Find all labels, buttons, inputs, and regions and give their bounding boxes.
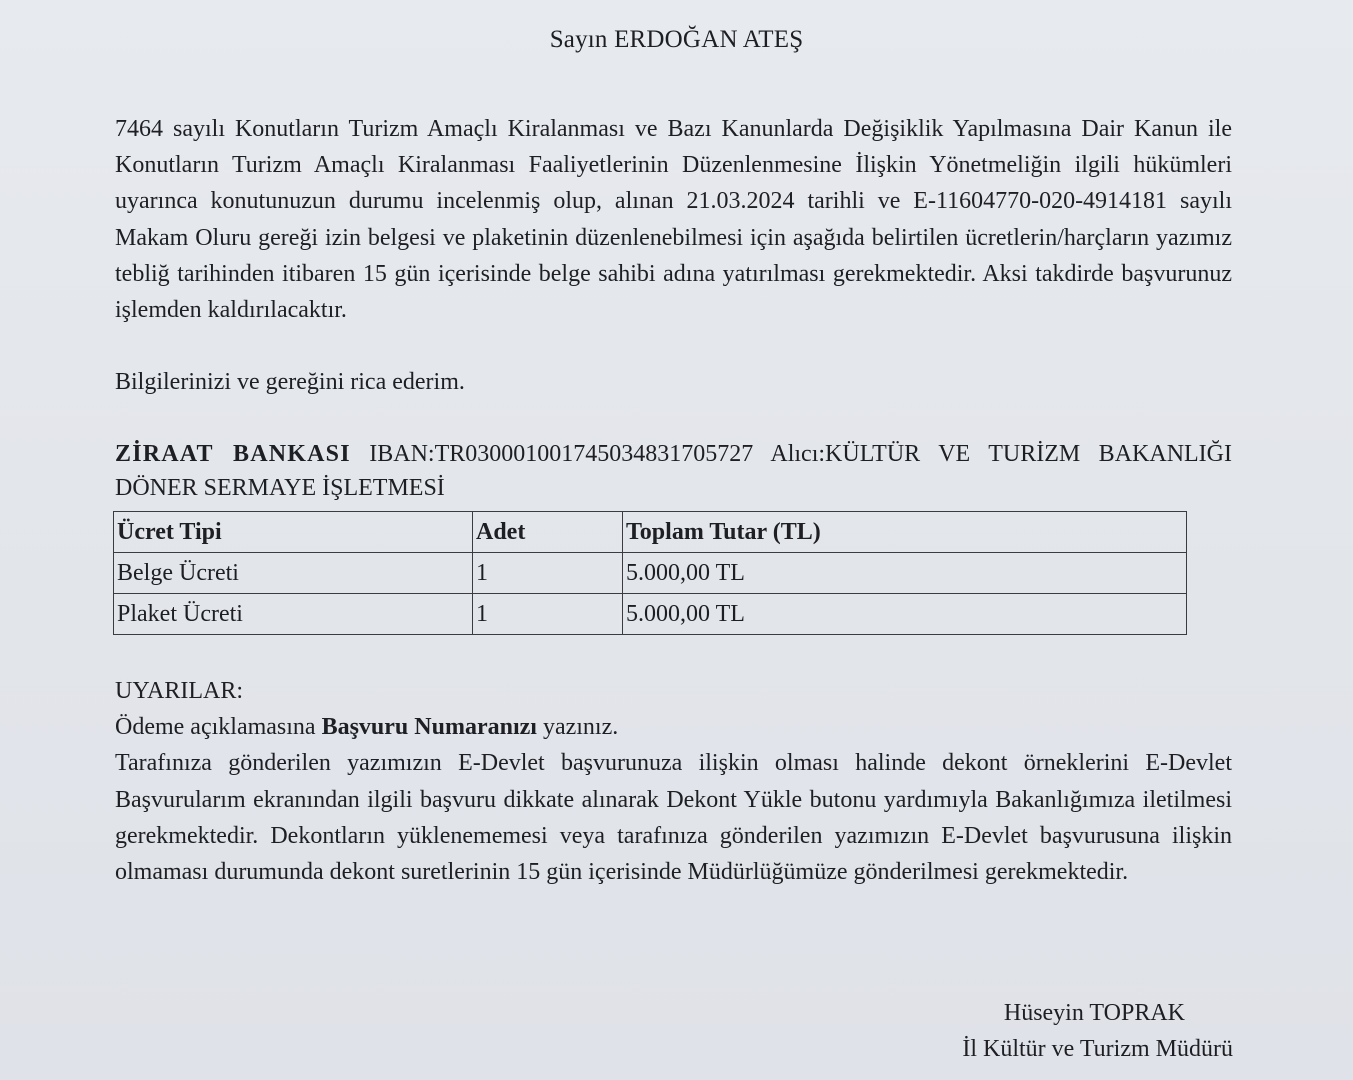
signature-block — [833, 995, 1233, 1067]
table-row — [114, 594, 1187, 635]
header-total-amount: Toplam Tutar (TL) — [623, 512, 1187, 553]
cell-total-amount: 5.000,00 TL — [623, 553, 1187, 594]
bank-name: ZİRAAT BANKASI — [115, 441, 351, 467]
warning-payment-prefix: Ödeme açıklamasına — [115, 714, 316, 741]
bank-recipient: Alıcı:KÜLTÜR VE TURİZM BAKANLIĞI DÖNER SERMAYE İŞLETMESİ — [115, 441, 1232, 501]
warning-payment-suffix: yazınız. — [542, 714, 619, 741]
warning-payment-bold: Başvuru Numaranızı — [321, 714, 537, 741]
cell-quantity: 1 — [473, 594, 623, 635]
closing-paragraph: Bilgilerinizi ve gereğini rica ederim. — [115, 369, 465, 395]
header-quantity: Adet — [473, 512, 623, 553]
signatory-name: Hüseyin TOPRAK — [1003, 1000, 1185, 1026]
cell-fee-type: Belge Ücreti — [114, 553, 473, 594]
cell-fee-type: Plaket Ücreti — [114, 594, 473, 635]
fees-table — [113, 511, 1187, 635]
cell-total-amount: 5.000,00 TL — [623, 594, 1187, 635]
header-fee-type: Ücret Tipi — [114, 512, 473, 553]
bank-details — [115, 437, 1232, 505]
warning-payment-note — [115, 709, 1232, 745]
warnings-title: UYARILAR: — [115, 678, 244, 704]
warning-body: Tarafınıza gönderilen yazımızın E-Devlet başvurunuza ilişkin olması halinde dekont örneklerini E-Devlet Başvurularım ekranından ilgili başvuru dikkate alınarak Dekont Yükle butonu yardımıyla Bakanlığımıza iletilmesi gerekmektedir. Dekontların yüklenememesi veya tarafınıza gönderilen yazımızın E-Devlet başvurusuna ilişkin olmaması durumunda dekont suretlerinin 15 gün içerisinde Müdürlüğümüze gönderilmesi gerekmektedir. — [115, 750, 1232, 886]
signatory-title: İl Kültür ve Turizm Müdürü — [962, 1036, 1233, 1062]
cell-quantity: 1 — [473, 553, 623, 594]
warnings-section — [115, 673, 1232, 890]
main-paragraph: 7464 sayılı Konutların Turizm Amaçlı Kiralanması ve Bazı Kanunlarda Değişiklik Yapılmasına Dair Kanun ile Konutların Turizm Amaçlı Kiralanması Faaliyetlerinin Düzenlenmesine İlişkin Yönetmeliğin ilgili hükümleri uyarınca konutunuzun durumu incelenmiş olup, alınan 21.03.2024 tarihli ve E-11604770-020-4914181 sayılı Makam Oluru gereği izin belgesi ve plaketinin düzenlenebilmesi için aşağıda belirtilen ücretlerin/harçların yazımız tebliğ tarihinden itibaren 15 gün içerisinde belge sahibi adına yatırılması gerekmektedir. Aksi takdirde başvurunuz işlemden kaldırılacaktır. — [115, 116, 1232, 324]
table-header-row — [114, 512, 1187, 553]
table-row — [114, 553, 1187, 594]
bank-iban: IBAN:TR030001001745034831705727 — [369, 441, 754, 467]
salutation: Sayın ERDOĞAN ATEŞ — [549, 26, 804, 53]
